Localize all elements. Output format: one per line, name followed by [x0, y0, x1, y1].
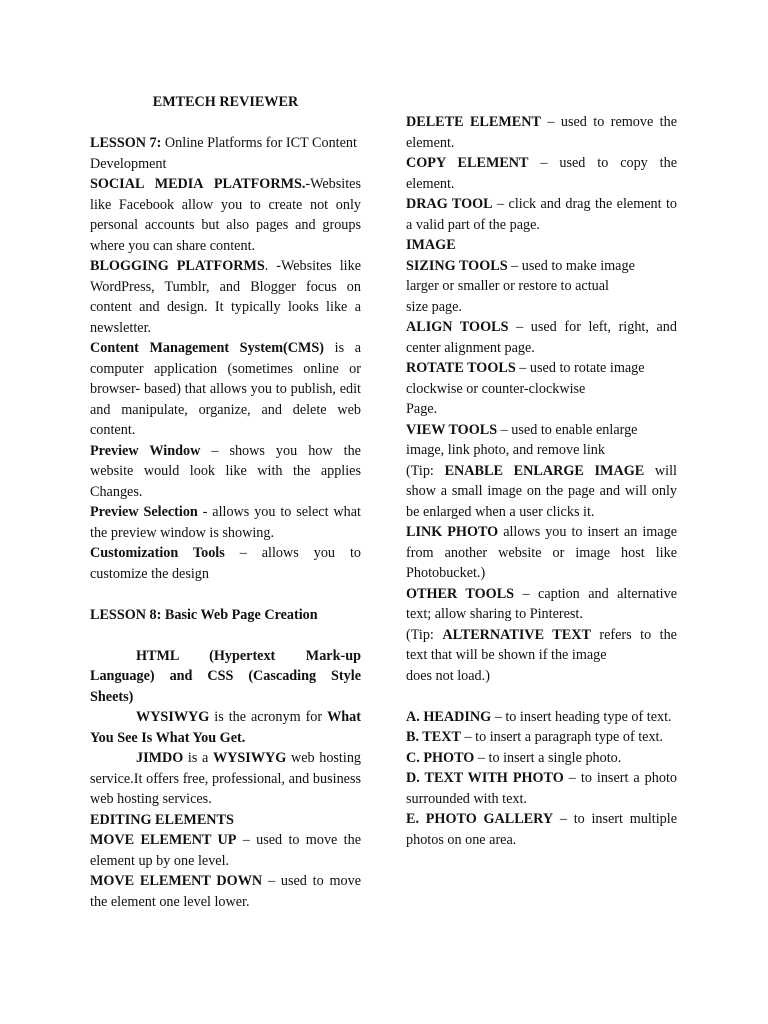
html-css: HTML (Hypertext Mark-up Language) and CSS (Cascading Style Sheets) — [90, 647, 361, 705]
rotate-tools: ROTATE TOOLS – used to rotate image clockwise or counter-clockwise Page. — [406, 360, 645, 417]
cms-definition: Content Management System(CMS) is a computer application (sometimes online or browser- based) that allows you to publish, edit and manipulate, organize, and delete web content. — [90, 340, 362, 438]
editing-elements-heading: EDITING ELEMENTS — [90, 811, 234, 828]
link-photo: LINK PHOTO allows you to insert an image from another website or image host like Photobucket.) — [406, 524, 677, 581]
option-e-photo-gallery: E. PHOTO GALLERY – to insert multiple photos on one area. — [406, 811, 677, 848]
tip-alternative-text: (Tip: ALTERNATIVE TEXT refers to the text that will be shown if the image does not load.) — [406, 626, 677, 684]
drag-tool: DRAG TOOL – click and drag the element to a valid part of the page. — [406, 196, 677, 233]
option-b-text: B. TEXT – to insert a paragraph type of text. — [406, 729, 664, 745]
move-element-down: MOVE ELEMENT DOWN – used to move the element one level lower. — [90, 873, 362, 910]
wysiwyg-definition: WYSIWYG is the acronym for What You See Is What You Get. — [90, 709, 361, 746]
lesson-7-heading: LESSON 7: Online Platforms for ICT Content Development — [90, 135, 357, 172]
customization-tools: Customization Tools – allows you to customize the design — [90, 545, 361, 582]
right-column — [406, 112, 677, 850]
lesson-8-heading: LESSON 8: Basic Web Page Creation — [90, 606, 318, 623]
copy-element: COPY ELEMENT – used to copy the element. — [406, 155, 678, 192]
left-column — [90, 92, 361, 912]
image-heading: IMAGE — [406, 237, 456, 253]
move-element-up: MOVE ELEMENT UP – used to move the element up by one level. — [90, 832, 361, 869]
preview-selection: Preview Selection - allows you to select what the preview window is showing. — [90, 504, 361, 541]
tip-enable-enlarge-image: (Tip: ENABLE ENLARGE IMAGE will show a small image on the page and will only be enlarged when a user clicks it. — [406, 462, 677, 520]
option-c-photo: C. PHOTO – to insert a single photo. — [406, 749, 622, 766]
other-tools: OTHER TOOLS – caption and alternative text; allow sharing to Pinterest. — [406, 585, 677, 622]
blogging-platforms: BLOGGING PLATFORMS. -Websites like WordPress, Tumblr, and Blogger focus on content and design. It typically looks like a newsletter. — [90, 258, 361, 336]
option-d-text-with-photo: D. TEXT WITH PHOTO – to insert a photo surrounded with text. — [406, 770, 677, 807]
option-a-heading: A. HEADING – to insert heading type of text. — [406, 708, 672, 725]
delete-element: DELETE ELEMENT – used to remove the element. — [406, 114, 678, 151]
view-tools: VIEW TOOLS – used to enable enlarge image, link photo, and remove link — [406, 421, 638, 458]
jimdo-definition: JIMDO is a WYSIWYG web hosting service.It offers free, professional, and business web hosting services. — [90, 750, 362, 807]
preview-window: Preview Window – shows you how the website would look like with the applies Changes. — [90, 442, 361, 500]
social-media-platforms: SOCIAL MEDIA PLATFORMS.-Websites like Facebook allow you to create not only personal accounts but also pages and groups where you can share content. — [90, 176, 361, 254]
align-tools: ALIGN TOOLS – used for left, right, and center alignment page. — [406, 319, 677, 356]
sizing-tools: SIZING TOOLS – used to make image larger or smaller or restore to actual size page. — [406, 257, 635, 315]
document-title: EMTECH REVIEWER — [152, 94, 299, 110]
